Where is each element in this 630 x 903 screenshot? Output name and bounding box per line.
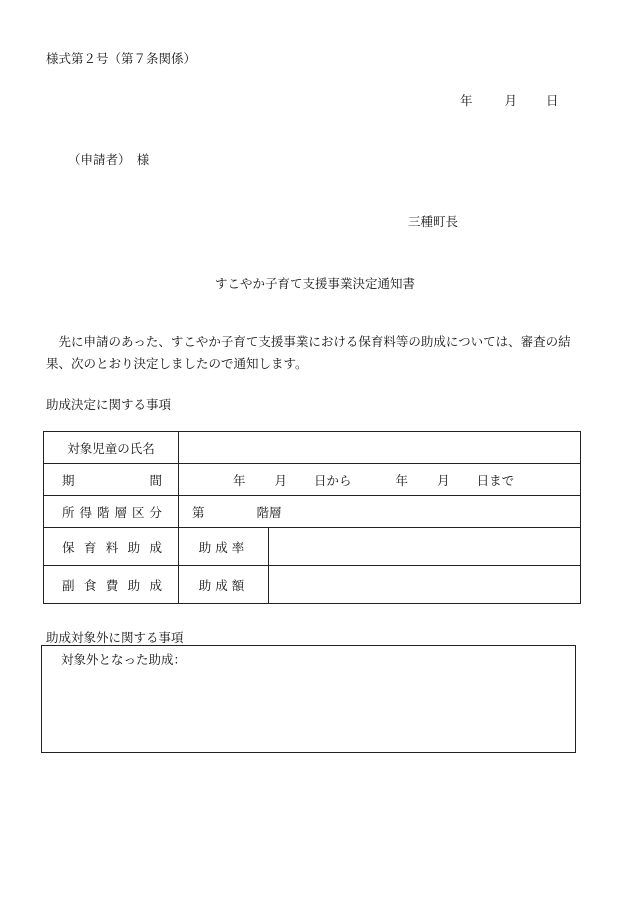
exclusion-label: 対象外となった助成： [61,652,187,667]
date-month: 月 [504,93,518,108]
table-row [44,566,581,604]
exclusion-box [41,645,576,753]
income-label-char: 得 [79,504,92,520]
nursery-fee-label [44,528,179,566]
subsidy-rate-value [269,528,581,566]
nursery-label-char: 助 [127,539,141,555]
income-label-char: 階 [96,504,110,520]
period-year-to: 年 [395,472,409,488]
date-year: 年 [460,93,473,108]
meal-label-char: 助 [127,577,141,593]
exclusion-section-heading: 助成対象外に関する事項 [46,630,184,645]
meal-label-char: 食 [83,577,97,593]
period-day-to: 日まで [476,472,515,488]
period-label-char: 期 [62,472,75,488]
form-number: 様式第２号（第７条関係） [46,51,197,66]
table-row [44,496,581,528]
income-label-char: 所 [62,504,75,520]
income-tier-value [179,496,581,528]
income-label-char: 分 [149,504,162,520]
decision-table [43,431,581,604]
income-label-char: 層 [114,504,127,520]
meal-label-char: 成 [149,577,162,593]
child-name-label: 対象児童の氏名 [44,432,179,464]
document-title: すこやか子育て支援事業決定通知書 [214,276,415,291]
income-label-char: 区 [131,504,145,520]
table-row [44,432,581,464]
subsidy-amount-label: 助成額 [179,566,269,604]
issuer-name: 三種町長 [408,214,459,229]
notice-body: 先に申請のあった、すこやか子育て支援事業における保育料等の助成については、審査の結果、次のとおり決定しましたので通知します。 [46,334,571,371]
income-tier-label [44,496,179,528]
subsidy-rate-label: 助成率 [179,528,269,566]
period-label [44,464,179,496]
date-line [460,91,559,109]
period-year-from: 年 [233,472,246,488]
decision-section-heading: 助成決定に関する事項 [46,397,172,412]
child-name-value [179,432,581,464]
table-row [44,528,581,566]
income-tier-suffix: 階層 [256,504,282,520]
meal-label-char: 費 [105,577,119,593]
applicant-name: （申請者） 様 [68,152,150,167]
date-day: 日 [546,93,559,108]
subsidy-amount-value [269,566,581,604]
period-month-to: 月 [437,472,450,488]
period-value [179,464,581,496]
period-label-char: 間 [149,472,162,488]
nursery-label-char: 料 [105,539,119,555]
nursery-label-char: 保 [62,539,75,555]
meal-fee-label [44,566,179,604]
period-month-from: 月 [274,472,288,488]
nursery-label-char: 育 [83,539,97,555]
nursery-label-char: 成 [149,539,162,555]
period-day-from: 日から [314,472,352,488]
meal-label-char: 副 [62,577,75,593]
table-row [44,464,581,496]
income-tier-prefix: 第 [192,504,205,520]
